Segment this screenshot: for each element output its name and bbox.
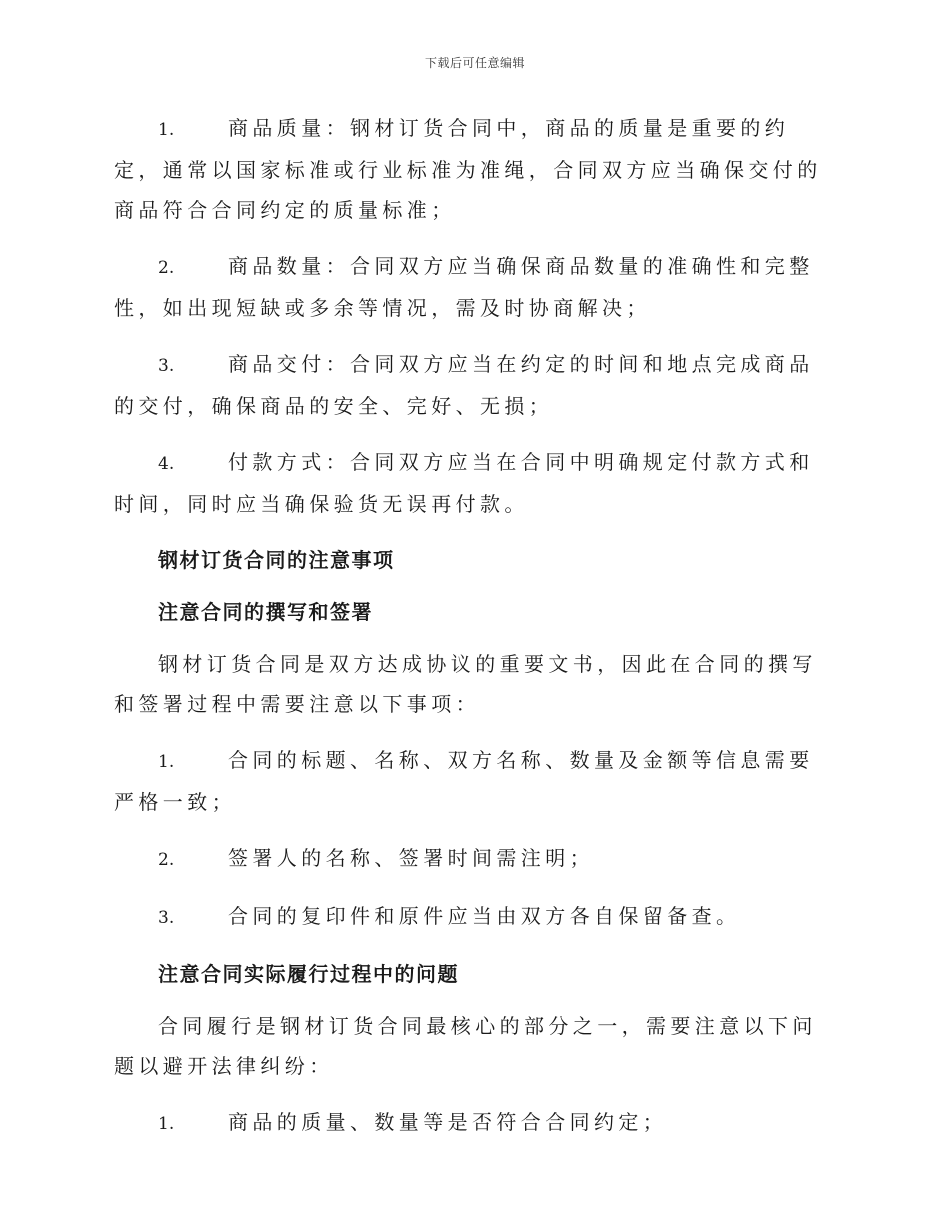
paragraph: 钢材订货合同是双方达成协议的重要文书，因此在合同的撰写和签署过程中需要注意以下事项： (114, 652, 817, 716)
list-text: 商品数量：合同双方应当确保商品数量的准确性和完整性，如出现短缺或多余等情况，需及时协商解决； (114, 254, 814, 320)
list-number: 1. (158, 120, 175, 140)
list-item-quantity (114, 246, 836, 328)
list-number: 1. (158, 1114, 175, 1134)
subsection-heading: 注意合同的撰写和签署 (158, 600, 373, 624)
list-item-quality (114, 108, 836, 230)
list-text: 合同的复印件和原件应当由双方各自保留备查。 (228, 904, 741, 928)
list-text: 商品质量：钢材订货合同中，商品的质量是重要的约定，通常以国家标准或行业标准为准绳，合同双方应当确保交付的商品符合合同约定的质量标准； (114, 116, 822, 222)
list-item-delivery (114, 344, 836, 426)
list-number: 2. (158, 258, 175, 278)
paragraph: 合同履行是钢材订货合同最核心的部分之一，需要注意以下问题以避开法律纠纷： (114, 1014, 817, 1078)
document-body (114, 108, 836, 1160)
list-item-check (114, 1102, 836, 1144)
list-number: 1. (158, 752, 175, 772)
list-item-copies (114, 896, 836, 938)
list-text: 签署人的名称、签署时间需注明； (228, 846, 594, 870)
list-item-payment (114, 442, 836, 524)
list-text: 合同的标题、名称、双方名称、数量及金额等信息需要严格一致； (114, 748, 814, 814)
list-number: 2. (158, 850, 175, 870)
list-text: 商品交付：合同双方应当在约定的时间和地点完成商品的交付，确保商品的安全、完好、无损； (114, 352, 814, 418)
page-header: 下载后可任意编辑 (424, 56, 525, 70)
list-number: 3. (158, 908, 175, 928)
list-text: 付款方式：合同双方应当在合同中明确规定付款方式和时间，同时应当确保验货无误再付款。 (114, 450, 814, 516)
subsection-heading: 注意合同实际履行过程中的问题 (158, 962, 459, 986)
list-item-consistency (114, 740, 836, 822)
list-number: 4. (158, 454, 175, 474)
list-text: 商品的质量、数量等是否符合合同约定； (228, 1110, 668, 1134)
list-number: 3. (158, 356, 175, 376)
list-item-signatory (114, 838, 836, 880)
section-heading: 钢材订货合同的注意事项 (158, 548, 395, 572)
